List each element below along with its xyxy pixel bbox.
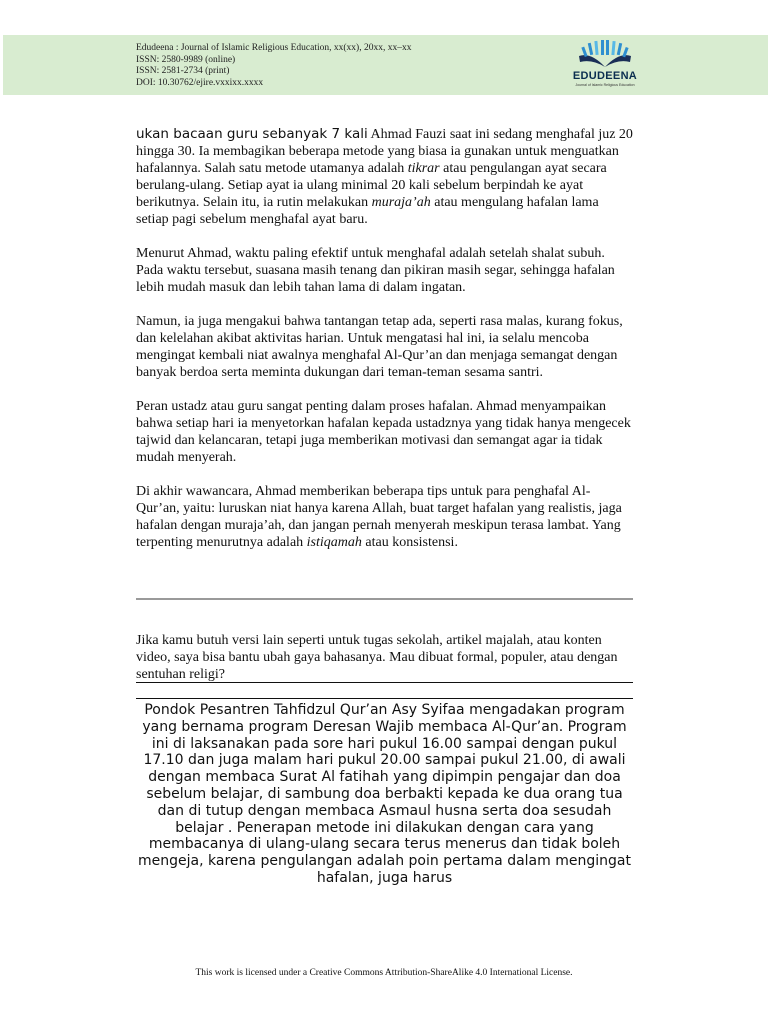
- term-tikrar: tikrar: [407, 161, 440, 176]
- logo-tagline: Journal of Islamic Religious Education: [575, 83, 635, 87]
- section-divider: [136, 598, 633, 600]
- term-istiqamah: istiqamah: [306, 535, 362, 550]
- edudeena-logo: [571, 40, 639, 90]
- article-body: [136, 126, 634, 568]
- rule-top: [136, 682, 633, 683]
- term-murajaah: muraja’ah: [371, 195, 431, 210]
- paragraph-1: [136, 126, 634, 228]
- centered-paragraph: Pondok Pesantren Tahfidzul Qur’an Asy Syifaa mengadakan program yang bernama program Deresan Wajib membaca Al-Qur’an. Program ini di laksanakan pada sore hari pukul 16.00 sampai dengan pukul 17.10 dan juga malam hari pukul 20.00 sampai pukul 21.00, di awali dengan membaca Surat Al fatihah yang dipimpin pengajar dan doa sebelum belajar, di sambung doa berbakti kepada ke dua orang tua dan di tutup dengan membaca Asmaul husna serta doa sesudah belajar . Penerapan metode ini dilakukan dengan cara yang membacanya di ulang-ulang secara terus menerus dan tidak boleh mengeja, karena pengulangan adalah poin pertama dalam mengingat hafalan, juga harus: [138, 702, 631, 886]
- license-footer: This work is licensed under a Creative Commons Attribution-ShareAlike 4.0 International License.: [195, 968, 573, 978]
- paragraph-5: [136, 483, 634, 551]
- paragraph-1-text-c: atau mengulang hafalan lama setiap pagi sebelum menghafal ayat baru.: [136, 195, 599, 227]
- issn-print: ISSN: 2581-2734 (print): [136, 66, 230, 76]
- paragraph-1-text-a: Ahmad Fauzi saat ini sedang menghafal juz 20 hingga 30. Ia membagikan beberapa metode yang biasa ia gunakan untuk menguatkan hafalannya. Salah satu metode utamanya adalah: [136, 127, 633, 176]
- paragraph-4: Peran ustadz atau guru sangat penting dalam proses hafalan. Ahmad menyampaikan bahwa setiap hari ia menyetorkan hafalan kepada ustadznya yang tidak hanya mengecek tajwid dan kelancaran, tetapi juga memberikan motivasi dan semangat agar ia tidak mudah menyerah.: [136, 399, 631, 465]
- assistant-note: Jika kamu butuh versi lain seperti untuk tugas sekolah, artikel majalah, atau konten video, saya bisa bantu ubah gaya bahasanya. Mau dibuat formal, populer, atau dengan sentuhan religi?: [136, 633, 618, 682]
- open-book-icon: [571, 40, 639, 72]
- logo-wordmark: EDUDEENA: [572, 70, 638, 82]
- journal-title-line: Edudeena : Journal of Islamic Religious Education, xx(xx), 20xx, xx–xx: [136, 43, 412, 53]
- doi: DOI: 10.30762/ejire.vxxixx.xxxx: [136, 77, 264, 88]
- paragraph-3: Namun, ia juga mengakui bahwa tantangan tetap ada, seperti rasa malas, kurang fokus, dan kelelahan akibat aktivitas harian. Untuk mengatasi hal ini, ia selalu mencoba mengingat kembali niat awalnya menghafal Al-Qur’an dan menjaga semangat dengan banyak berdoa serta meminta dukungan dari teman-teman sesama santri.: [136, 314, 623, 380]
- paragraph-5-text-a: Di akhir wawancara, Ahmad memberikan beberapa tips untuk para penghafal Al-Qur’an, yaitu: luruskan niat hanya karena Allah, buat target hafalan yang realistis, jaga hafalan dengan muraja’ah, dan jangan pernah menyerah meskipun terasa lambat. Yang terpenting menurutnya adalah: [136, 484, 622, 550]
- paragraph-5-text-b: atau konsistensi.: [361, 535, 458, 550]
- paragraph-2: Menurut Ahmad, waktu paling efektif untuk menghafal adalah setelah shalat subuh. Pada waktu tersebut, suasana masih tenang dan pikiran masih segar, sehingga hafalan lebih mudah masuk dan lebih tahan lama di dalam ingatan.: [136, 246, 615, 295]
- journal-info: [136, 43, 411, 89]
- rule-bottom: [136, 698, 633, 699]
- issn-online: ISSN: 2580-9989 (online): [136, 54, 236, 65]
- journal-header: [3, 35, 768, 95]
- paragraph-lead-fragment: ukan bacaan guru sebanyak 7 kali: [136, 126, 368, 142]
- paragraph-1-text-b: atau pengulangan ayat secara berulang-ulang. Setiap ayat ia ulang minimal 20 kali sebelum berpindah ke ayat berikutnya. Selain itu, ia rutin melakukan: [136, 161, 607, 210]
